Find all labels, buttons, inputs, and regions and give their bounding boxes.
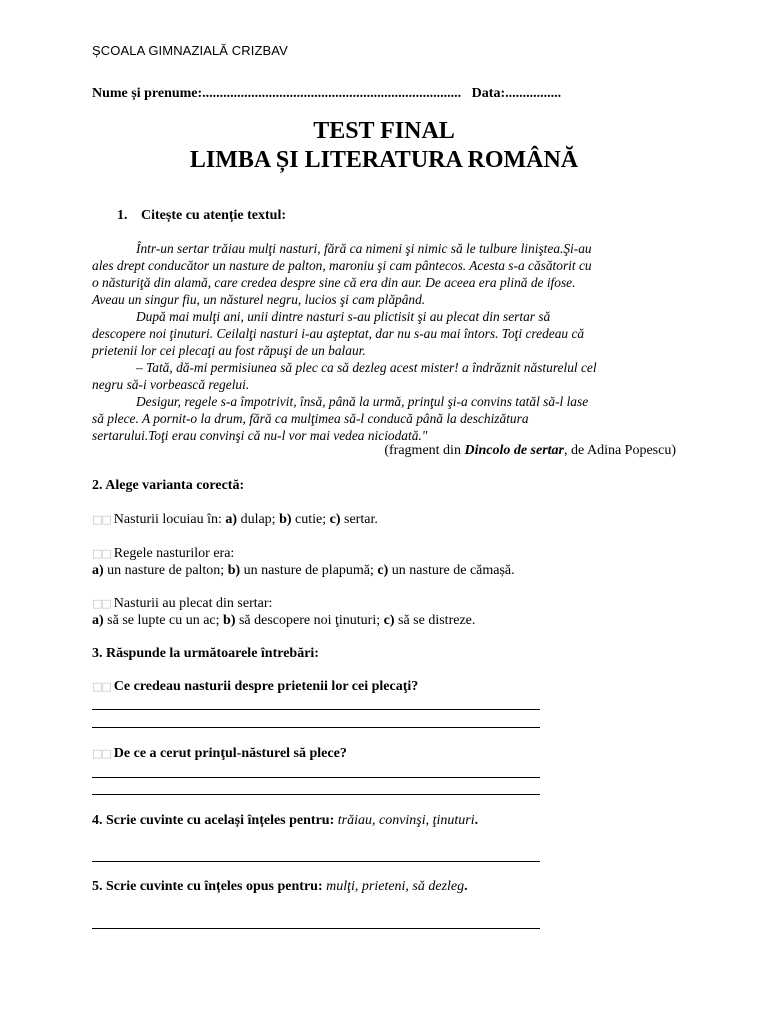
question-3-heading: 3. Răspunde la următoarele întrebări: bbox=[92, 646, 319, 661]
source-prefix: (fragment din bbox=[384, 443, 465, 458]
option-letter: a) bbox=[92, 613, 104, 628]
option-letter: b) bbox=[223, 613, 236, 628]
question-number: 1. bbox=[117, 208, 128, 223]
passage-line: să plece. A pornit-o la drum, fără ca mulţimea să-l conducă până la deschizătura bbox=[92, 411, 529, 426]
school-name: ȘCOALA GIMNAZIALĂ CRIZBAV bbox=[92, 43, 288, 58]
question-words: mulţi, prieteni, să dezleg bbox=[326, 879, 465, 894]
item-prompt: Nasturii locuiau în: bbox=[113, 512, 226, 527]
option-text: un nasture de cămașă. bbox=[388, 563, 515, 578]
test-subtitle: LIMBA ȘI LITERATURA ROMÂNĂ bbox=[189, 147, 579, 173]
answer-line[interactable] bbox=[92, 861, 540, 862]
checkbox-icon[interactable]: □□ bbox=[92, 747, 111, 760]
question-end: . bbox=[464, 879, 468, 894]
test-title: TEST FINAL bbox=[313, 118, 455, 144]
option-letter: b) bbox=[227, 563, 241, 578]
checkbox-icon[interactable]: □□ bbox=[92, 597, 111, 610]
multiple-choice-item bbox=[92, 595, 692, 629]
passage-line: Desigur, regele s-a împotrivit, însă, până la urmă, prinţul şi-a convins tatăl să-l lase bbox=[136, 394, 589, 409]
option-letter: c) bbox=[329, 512, 341, 527]
passage-line: descopere noi ţinuturi. Ceilalţi nasturi i-au aşteptat, dar nu s-au mai întors. Toţi credeau că bbox=[92, 326, 585, 341]
question-2-heading: 2. Alege varianta corectă: bbox=[92, 478, 245, 493]
question-words: trăiau, convinşi, ţinuturi bbox=[337, 813, 475, 828]
question-text: Citește cu atenție textul: bbox=[141, 208, 287, 223]
answer-line[interactable] bbox=[92, 928, 540, 929]
answer-line[interactable] bbox=[92, 794, 540, 795]
option-text: sertar. bbox=[340, 512, 378, 527]
option-letter: a) bbox=[92, 563, 104, 578]
option-text: să descopere noi ţinuturi; bbox=[235, 613, 384, 628]
option-letter: a) bbox=[225, 512, 238, 527]
question-text: De ce a cerut prinţul-năsturel să plece? bbox=[113, 746, 347, 761]
passage-line: ales drept conducător un nasture de palton, maroniu şi cam pântecos. Acesta s-a căsătorit cu bbox=[92, 258, 592, 273]
option-letter: c) bbox=[377, 563, 389, 578]
answer-line[interactable] bbox=[92, 709, 540, 710]
passage-line: negru să-i vorbească regelui. bbox=[92, 377, 250, 392]
passage-line: – Tată, dă-mi permisiunea să plec ca să dezleg acest mister! a îndrăznit năsturelul cel bbox=[136, 360, 597, 375]
name-date-line: Nume și prenume:.......................................................................... Data:................ bbox=[92, 86, 562, 101]
source-title: Dincolo de sertar bbox=[464, 443, 565, 458]
checkbox-icon[interactable]: □□ bbox=[92, 680, 111, 693]
question-1-heading bbox=[117, 208, 286, 224]
option-text: să se lupte cu un ac; bbox=[103, 613, 224, 628]
question-5-heading bbox=[92, 879, 468, 895]
option-letter: b) bbox=[279, 512, 292, 527]
passage-line: prietenii lor cei plecaţi au fost răpuşi de un balaur. bbox=[92, 343, 366, 358]
item-prompt: Nasturii au plecat din sertar: bbox=[113, 596, 273, 611]
open-question bbox=[92, 679, 418, 695]
passage-line: o năsturiţă din alamă, care credea despre sine că era din aur. De aceea era plină de ifose. bbox=[92, 275, 576, 290]
checkbox-icon[interactable]: □□ bbox=[92, 513, 111, 526]
question-text: 4. Scrie cuvinte cu același înțeles pentru: bbox=[92, 813, 338, 828]
checkbox-icon[interactable]: □□ bbox=[92, 547, 111, 560]
option-letter: c) bbox=[383, 613, 395, 628]
option-text: un nasture de palton; bbox=[103, 563, 228, 578]
item-prompt: Regele nasturilor era: bbox=[113, 546, 235, 561]
question-text: 5. Scrie cuvinte cu înțeles opus pentru: bbox=[92, 879, 327, 894]
option-text: dulap; bbox=[237, 512, 280, 527]
option-text: cutie; bbox=[291, 512, 330, 527]
option-text: un nasture de plapumă; bbox=[240, 563, 378, 578]
passage-line: sertarului.Toţi erau convinşi că nu-l vor mai vedea niciodată." bbox=[92, 428, 428, 443]
question-text: Ce credeau nasturii despre prietenii lor cei plecaţi? bbox=[113, 679, 419, 694]
passage-line: Aveau un singur fiu, un năsturel negru, lucios şi cam plăpând. bbox=[92, 292, 426, 307]
question-4-heading bbox=[92, 813, 478, 829]
option-text: să se distreze. bbox=[394, 613, 476, 628]
passage-line: După mai mulţi ani, unii dintre nasturi s-au plictisit şi au plecat din sertar să bbox=[136, 309, 551, 324]
passage-line: Într-un sertar trăiau mulţi nasturi, fără ca nimeni şi nimic să le tulbure liniştea.Şi-au bbox=[136, 241, 592, 256]
answer-line[interactable] bbox=[92, 777, 540, 778]
open-question bbox=[92, 746, 347, 762]
answer-line[interactable] bbox=[92, 727, 540, 728]
passage-source bbox=[384, 443, 676, 459]
multiple-choice-item bbox=[92, 545, 692, 579]
source-author: , de Adina Popescu) bbox=[564, 443, 676, 458]
question-end: . bbox=[474, 813, 479, 828]
multiple-choice-item bbox=[92, 511, 692, 528]
reading-passage bbox=[92, 240, 692, 444]
